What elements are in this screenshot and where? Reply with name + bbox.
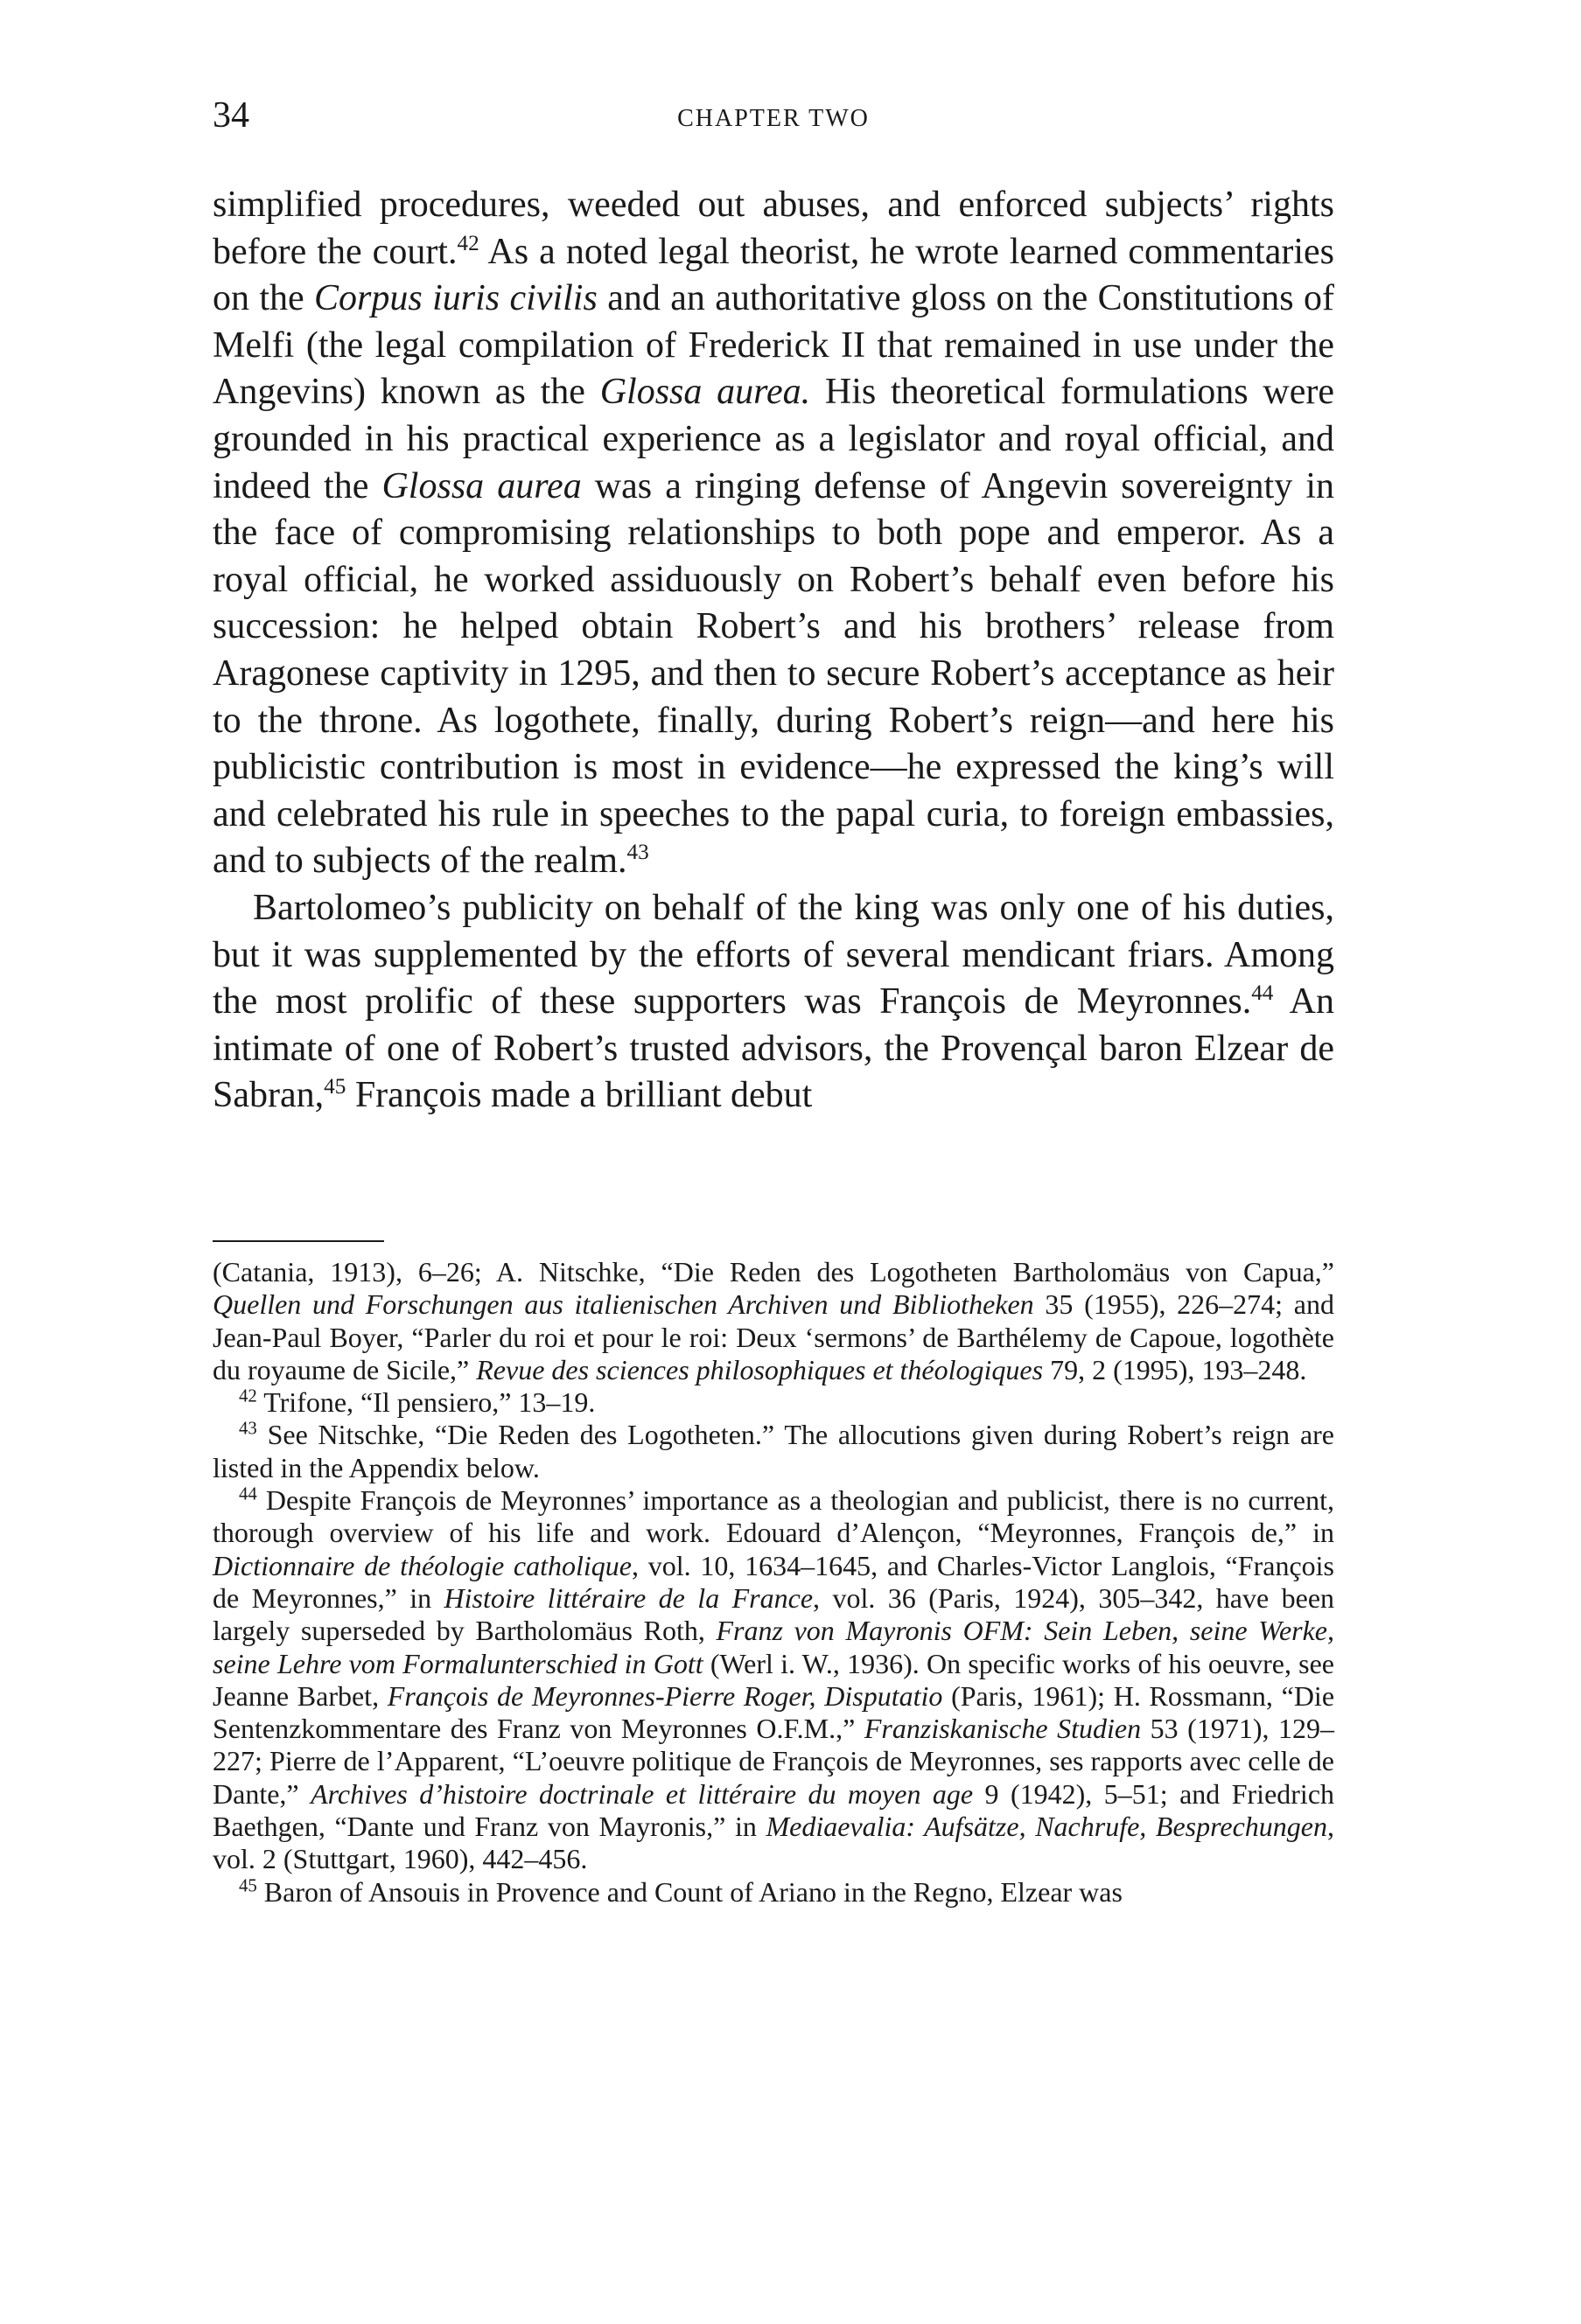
italic-title: Glossa aurea. — [599, 372, 811, 413]
text-run: Bartolomeo’s publicity on behalf of the king was only one of his duties, but it was supplemented by the efforts of several mendicant friars. Among the most prolific of these supporters was François de Meyronnes. — [213, 887, 1334, 1022]
page-header — [213, 94, 1334, 147]
footnote-ref-43: 43 — [626, 841, 649, 865]
text-run: (Werl i. W., 1936). On specific works of his oeuvre, see Jeanne Barbet, — [213, 1647, 1335, 1712]
footnote-ref-45: 45 — [324, 1075, 346, 1099]
text-run: 9 (1942), 5–51; and Friedrich Baethgen, “Dante und Franz von Mayronis,” in — [213, 1777, 1335, 1843]
running-head: CHAPTER TWO — [677, 105, 870, 132]
body-text — [213, 182, 1334, 1120]
text-run: 79, 2 (1995), 193–248. — [1043, 1353, 1307, 1385]
italic-title: Quellen und Forschungen aus italienischen Archiven und Bibliotheken — [213, 1288, 1034, 1321]
body-paragraph-2 — [213, 885, 1334, 1120]
text-run: An intimate of one of Robert’s trusted advisors, the Provençal baron Elzear de Sabran, — [213, 981, 1334, 1116]
text-run: , vol. 36 (Paris, 1924), 305–342, have been largely superseded by Bartholomäus Roth, — [213, 1581, 1335, 1647]
text-run: , vol. 10, 1634–1645, and Charles-Victor Langlois, “François de Meyronnes,” in — [213, 1549, 1335, 1614]
italic-title: Archives d’histoire doctrinale et littéraire du moyen age — [311, 1777, 974, 1810]
italic-title: Mediaevalia: Aufsätze, Nachrufe, Besprechungen — [766, 1811, 1328, 1843]
text-run: See Nitschke, “Die Reden des Logotheten.” The allocutions given during Robert’s reign are listed in the Appendix below. — [213, 1419, 1334, 1483]
text-run: 35 (1955), 226–274; and Jean-Paul Boyer, “Parler du roi et pour le roi: Deux ‘sermons’ de Barthélemy de Capoue, logothète du royaume de Sicile,” — [213, 1288, 1335, 1385]
italic-title: Glossa aurea — [381, 465, 582, 506]
text-run: 53 (1971), 129–227; Pierre de l’Apparent, “L’oeuvre politique de François de Meyronnes, ses rapports avec celle de Dante,” — [213, 1713, 1335, 1810]
text-run: As a noted legal theorist, he wrote learned commentaries on the — [213, 231, 1334, 319]
italic-title: Histoire littéraire de la France — [444, 1581, 814, 1614]
italic-title: François de Meyronnes-Pierre Roger, Disputatio — [387, 1679, 943, 1712]
body-paragraph-1 — [213, 182, 1334, 885]
text-run: was a ringing defense of Angevin sovereignty in the face of compromising relationships to both pope and emperor. As a royal official, he worked assiduously on Robert’s behalf even before his succession: he helped obtain Robert’s and his brothers’ release from Aragonese captivity in 1295, and then to secure Robert’s acceptance as heir to the throne. As logothete, finally, during Robert’s reign—and here his publicistic contribution is most in evidence—he expressed the king’s will and celebrated his rule in speeches to the papal curia, to foreign embassies, and to subjects of the realm. — [213, 465, 1334, 882]
text-run: , vol. 2 (Stuttgart, 1960), 442–456. — [213, 1811, 1335, 1875]
italic-title: Franz von Mayronis OFM: Sein Leben, seine Werke, seine Lehre vom Formalunterschied in Gott — [213, 1615, 1334, 1679]
text-run: simplified procedures, weeded out abuses, and enforced subjects’ rights before the court. — [213, 185, 1334, 272]
text-run: François made a brilliant debut — [346, 1075, 813, 1116]
footnote-45 — [213, 1876, 1334, 1909]
text-run: (Paris, 1961); H. Rossmann, “Die Sentenzkommentare des Franz von Meyronnes O.F.M.,” — [213, 1679, 1335, 1745]
text-run: (Catania, 1913), 6–26; A. Nitschke, “Die Reden des Logotheten Bartholomäus von Capua,” — [213, 1256, 1334, 1288]
footnotes — [213, 1256, 1334, 1909]
italic-title: Revue des sciences philosophiques et théologiques — [476, 1353, 1044, 1385]
text-run: Despite François de Meyronnes’ importance as a theologian and publicist, there is no current, thorough overview of his life and work. Edouard d’Alençon, “Meyronnes, François de,” in — [213, 1484, 1334, 1549]
footnote-ref-42: 42 — [457, 231, 479, 255]
text-run: Trifone, “Il pensiero,” 13–19. — [256, 1386, 596, 1419]
footnote-44 — [213, 1484, 1334, 1876]
footnote-number: 42 — [239, 1385, 257, 1406]
footnote-43 — [213, 1419, 1334, 1484]
italic-title: Corpus iuris civilis — [314, 278, 598, 319]
footnote-number: 44 — [239, 1483, 257, 1504]
footnote-ref-44: 44 — [1251, 981, 1274, 1006]
footnote-divider — [213, 1240, 384, 1242]
text-run: and an authoritative gloss on the Constitutions of Melfi (the legal compilation of Frederick II that remained in use under the Angevins) known as the — [213, 278, 1334, 413]
footnote-number: 43 — [239, 1418, 257, 1439]
footnote-number: 45 — [239, 1874, 257, 1895]
text-run: His theoretical formulations were grounded in his practical experience as a legislator and royal official, and indeed the — [213, 372, 1334, 506]
footnote-42 — [213, 1386, 1334, 1419]
footnote-continuation — [213, 1256, 1334, 1386]
italic-title: Franziskanische Studien — [864, 1713, 1142, 1745]
page-number: 34 — [213, 95, 249, 136]
italic-title: Dictionnaire de théologie catholique — [213, 1549, 632, 1581]
text-run: Baron of Ansouis in Provence and Count of Ariano in the Regno, Elzear was — [256, 1875, 1123, 1908]
